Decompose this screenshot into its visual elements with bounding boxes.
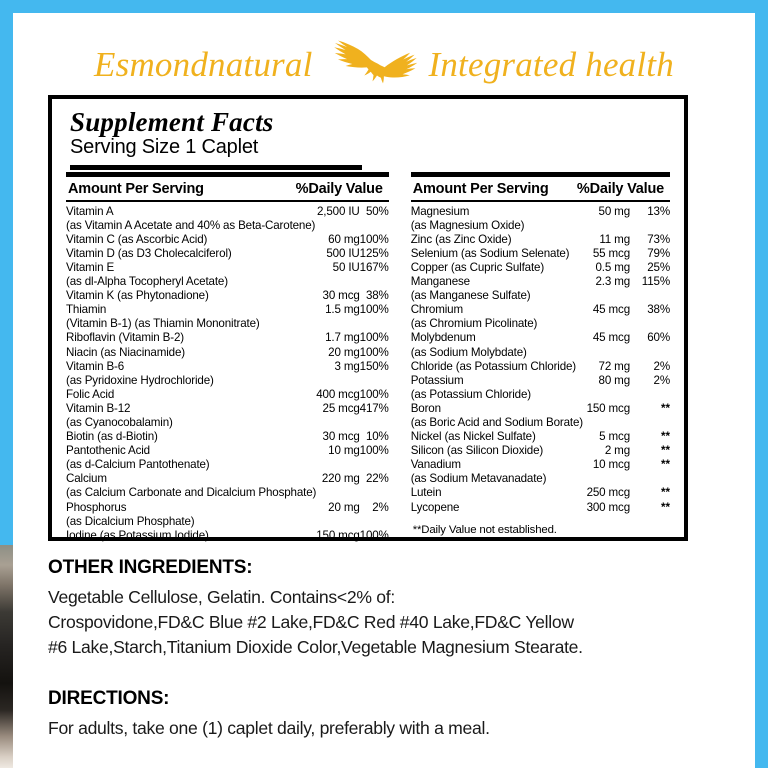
nutrient-row xyxy=(411,501,670,515)
nutrient-amount: 2 mg xyxy=(604,444,630,458)
nutrient-daily-value xyxy=(630,289,670,303)
other-ingredients-title: OTHER INGREDIENTS: xyxy=(48,557,253,578)
column-header-left xyxy=(66,177,389,200)
nutrient-name: Copper (as Cupric Sulfate) xyxy=(410,260,545,274)
nutrient-name: (as Sodium Metavanadate) xyxy=(410,472,547,486)
nutrient-daily-value: ** xyxy=(660,444,670,458)
nutrient-name: Iodine (as Potassium Iodide) xyxy=(66,528,209,542)
nutrient-name: (as Cyanocobalamin) xyxy=(66,416,173,429)
nutrient-name: Riboflavin (Vitamin B-2) xyxy=(66,331,184,345)
nutrient-amount: 30 mcg xyxy=(322,289,360,303)
nutrient-daily-value: 100% xyxy=(359,387,389,401)
nutrient-row xyxy=(411,275,670,289)
nutrient-column-right xyxy=(410,172,670,536)
nutrient-daily-value xyxy=(360,458,389,472)
nutrient-row xyxy=(66,430,389,444)
nutrient-source-row xyxy=(66,317,389,331)
nutrient-amount: 30 mcg xyxy=(322,430,360,444)
nutrient-daily-value: ** xyxy=(660,401,670,415)
nutrient-amount: 220 mg xyxy=(321,472,360,486)
nutrient-amount xyxy=(316,219,359,233)
nutrient-daily-value: 100% xyxy=(359,232,389,246)
column-rule-bottom-right xyxy=(411,200,670,202)
nutrient-name: (as Vitamin A Acetate and 40% as Beta-Carotene) xyxy=(66,218,316,232)
nutrient-daily-value: 167% xyxy=(359,260,389,274)
nutrient-row xyxy=(66,402,389,416)
nutrient-amount: 45 mcg xyxy=(592,331,630,345)
nutrient-daily-value: 2% xyxy=(372,500,389,514)
nutrient-name: Thiamin xyxy=(66,303,107,317)
nutrient-amount: 72 mg xyxy=(598,359,630,373)
nutrient-daily-value: ** xyxy=(660,500,670,514)
nutrient-name: Biotin (as d-Biotin) xyxy=(66,430,158,444)
nutrient-name: Lutein xyxy=(410,486,442,500)
daily-value-label-left: %Daily Value xyxy=(295,181,383,197)
nutrient-daily-value: 79% xyxy=(647,246,670,260)
nutrient-amount xyxy=(316,275,359,289)
nutrient-row xyxy=(411,458,670,472)
nutrient-daily-value: ** xyxy=(660,430,670,444)
nutrient-row xyxy=(66,501,389,515)
nutrient-amount: 10 mcg xyxy=(592,458,630,472)
nutrient-name: Chloride (as Potassium Chloride) xyxy=(410,359,577,373)
daily-value-label-right: %Daily Value xyxy=(576,181,664,197)
eagle-icon xyxy=(319,36,423,92)
nutrient-name: Niacin (as Niacinamide) xyxy=(66,345,185,359)
nutrient-daily-value: 100% xyxy=(359,444,389,458)
nutrient-row xyxy=(66,360,389,374)
title-divider-rule xyxy=(70,165,362,170)
nutrient-row xyxy=(66,444,389,458)
nutrient-amount xyxy=(586,317,630,331)
nutrient-daily-value: 2% xyxy=(653,373,670,387)
nutrient-row xyxy=(66,472,389,486)
nutrient-row xyxy=(66,233,389,247)
nutrient-daily-value xyxy=(630,346,670,360)
nutrient-row xyxy=(411,261,670,275)
nutrient-name: Vitamin A xyxy=(66,204,114,218)
label-canvas xyxy=(13,13,755,768)
nutrient-amount: 55 mcg xyxy=(592,246,630,260)
nutrient-daily-value xyxy=(630,472,670,486)
nutrient-row xyxy=(411,402,670,416)
other-ingredients-body xyxy=(48,585,708,660)
nutrient-name: (as d-Calcium Pantothenate) xyxy=(66,458,210,472)
nutrient-daily-value xyxy=(360,317,389,331)
nutrient-daily-value: 100% xyxy=(359,303,389,317)
nutrient-source-row xyxy=(66,219,389,233)
column-header-right xyxy=(411,177,670,200)
nutrient-amount: 60 mg xyxy=(328,232,360,246)
nutrient-name: Manganese xyxy=(410,275,470,289)
photo-edge-strip xyxy=(0,545,13,768)
nutrient-name: (as Potassium Chloride) xyxy=(410,387,531,401)
nutrient-name: Selenium (as Sodium Selenate) xyxy=(410,246,570,260)
nutrient-daily-value: 25% xyxy=(647,260,670,274)
nutrient-amount xyxy=(586,219,630,233)
nutrient-name: Folic Acid xyxy=(66,387,115,401)
nutrient-source-row xyxy=(411,289,670,303)
nutrient-source-row xyxy=(66,275,389,289)
supplement-facts-title: Supplement Facts xyxy=(70,107,274,137)
nutrient-daily-value: 150% xyxy=(359,359,389,373)
directions-title: DIRECTIONS: xyxy=(48,688,170,709)
nutrient-source-row xyxy=(66,374,389,388)
nutrient-row xyxy=(411,303,670,317)
nutrient-row xyxy=(411,444,670,458)
amount-per-serving-label-left: Amount Per Serving xyxy=(68,181,204,197)
nutrient-name: Vitamin B-12 xyxy=(66,401,131,415)
nutrient-amount: 5 mcg xyxy=(599,430,630,444)
nutrient-row xyxy=(411,205,670,219)
nutrient-row xyxy=(411,331,670,345)
nutrient-row xyxy=(66,303,389,317)
daily-value-footnote: **Daily Value not established. xyxy=(412,523,557,536)
nutrient-daily-value: 100% xyxy=(359,528,389,542)
nutrient-daily-value: 38% xyxy=(365,289,389,303)
nutrient-daily-value: 13% xyxy=(647,204,670,218)
column-rule-bottom-left xyxy=(66,200,389,202)
nutrient-daily-value xyxy=(360,374,389,388)
directions-body xyxy=(48,716,708,741)
other-ingredients-line: #6 Lake,Starch,Titanium Dioxide Color,Vegetable Magnesium Stearate. xyxy=(48,637,583,657)
nutrient-row xyxy=(66,388,389,402)
nutrient-row xyxy=(66,529,389,543)
nutrient-amount: 2.3 mg xyxy=(595,275,630,289)
directions-line: For adults, take one (1) caplet daily, preferably with a meal. xyxy=(48,718,490,738)
nutrient-amount xyxy=(586,289,630,303)
nutrient-amount: 150 mcg xyxy=(586,401,630,415)
nutrient-name: (as Dicalcium Phosphate) xyxy=(66,514,195,528)
nutrient-name: (as Manganese Sulfate) xyxy=(410,289,531,303)
nutrient-amount: 50 mg xyxy=(598,204,630,218)
nutrient-amount: 400 mcg xyxy=(316,387,360,401)
nutrient-daily-value: 417% xyxy=(359,401,389,415)
nutrient-row xyxy=(411,360,670,374)
nutrient-daily-value: ** xyxy=(660,486,670,500)
other-ingredients-line: Crospovidone,FD&C Blue #2 Lake,FD&C Red #40 Lake,FD&C Yellow xyxy=(48,612,574,632)
nutrient-daily-value xyxy=(360,416,389,430)
nutrient-daily-value: 38% xyxy=(647,303,670,317)
nutrient-name: Chromium xyxy=(410,303,463,317)
nutrient-amount xyxy=(316,416,359,430)
nutrient-name: Vitamin B-6 xyxy=(66,359,125,373)
nutrient-daily-value xyxy=(360,275,389,289)
nutrient-name: (Vitamin B-1) (as Thiamin Mononitrate) xyxy=(66,317,260,331)
nutrient-name: (as Pyridoxine Hydrochloride) xyxy=(66,373,214,387)
nutrient-daily-value xyxy=(360,515,389,529)
serving-size-text: Serving Size 1 Caplet xyxy=(70,136,259,159)
other-ingredients-section xyxy=(48,557,708,660)
nutrient-amount: 10 mg xyxy=(328,444,360,458)
nutrient-name: Vitamin D (as D3 Cholecalciferol) xyxy=(66,246,232,260)
nutrient-name: Magnesium xyxy=(410,204,470,218)
nutrient-amount xyxy=(586,416,630,430)
nutrient-amount: 25 mcg xyxy=(322,401,360,415)
nutrient-row xyxy=(66,205,389,219)
nutrient-amount: 20 mg xyxy=(328,500,360,514)
nutrient-name: Vitamin C (as Ascorbic Acid) xyxy=(66,232,208,246)
nutrient-daily-value: 60% xyxy=(647,331,670,345)
nutrient-source-row xyxy=(411,416,670,430)
nutrient-name: Pantothenic Acid xyxy=(66,444,150,458)
supplement-facts-panel xyxy=(48,95,688,541)
nutrient-name: Nickel (as Nickel Sulfate) xyxy=(410,430,536,444)
nutrient-amount: 250 mcg xyxy=(586,486,630,500)
nutrient-amount: 20 mg xyxy=(328,345,360,359)
nutrient-row xyxy=(411,247,670,261)
nutrient-daily-value: 115% xyxy=(641,275,670,289)
nutrient-name: (as Boric Acid and Sodium Borate) xyxy=(410,416,583,429)
nutrient-amount xyxy=(316,374,359,388)
nutrient-daily-value xyxy=(630,388,670,402)
nutrient-name: Vanadium xyxy=(410,458,461,472)
nutrient-source-row xyxy=(66,486,389,500)
nutrient-amount xyxy=(316,515,359,529)
nutrient-row xyxy=(66,261,389,275)
nutrient-amount: 2,500 IU xyxy=(317,204,360,218)
nutrient-name: (as Chromium Picolinate) xyxy=(410,317,538,331)
nutrient-daily-value: 10% xyxy=(365,430,389,444)
nutrient-name: Phosphorus xyxy=(66,500,127,514)
nutrient-daily-value xyxy=(630,219,670,233)
nutrient-daily-value xyxy=(630,317,670,331)
nutrient-amount: 500 IU xyxy=(326,246,360,260)
nutrient-daily-value: 2% xyxy=(653,359,670,373)
directions-section xyxy=(48,688,708,741)
nutrient-source-row xyxy=(411,346,670,360)
nutrient-daily-value xyxy=(630,416,670,430)
nutrient-amount: 300 mcg xyxy=(586,500,630,514)
nutrient-daily-value xyxy=(360,486,389,500)
nutrient-amount: 50 IU xyxy=(332,260,360,274)
nutrient-daily-value: 50% xyxy=(365,204,389,218)
nutrient-amount xyxy=(586,472,630,486)
nutrient-name: Potassium xyxy=(410,373,464,387)
nutrient-name: Lycopene xyxy=(410,500,460,514)
nutrient-row xyxy=(411,486,670,500)
nutrient-name: Silicon (as Silicon Dioxide) xyxy=(410,444,544,458)
nutrient-columns xyxy=(66,172,670,542)
nutrient-amount: 150 mcg xyxy=(316,528,360,542)
brand-name-left: Esmondnatural xyxy=(94,44,313,84)
nutrient-amount: 1.7 mg xyxy=(325,331,360,345)
nutrient-row xyxy=(411,233,670,247)
nutrient-name: Vitamin E xyxy=(66,260,115,274)
nutrient-source-row xyxy=(411,219,670,233)
nutrient-amount: 0.5 mg xyxy=(595,260,630,274)
nutrient-amount xyxy=(586,346,630,360)
nutrient-table-right xyxy=(411,205,670,515)
nutrient-daily-value: 73% xyxy=(647,232,670,246)
nutrient-name: (as Calcium Carbonate and Dicalcium Phosphate) xyxy=(66,486,317,500)
brand-header xyxy=(13,35,755,93)
nutrient-daily-value: ** xyxy=(660,458,670,472)
nutrient-amount: 3 mg xyxy=(334,359,360,373)
nutrient-name: Vitamin K (as Phytonadione) xyxy=(66,289,209,303)
nutrient-name: (as Magnesium Oxide) xyxy=(410,218,525,232)
nutrient-daily-value xyxy=(360,219,389,233)
other-ingredients-line: Vegetable Cellulose, Gelatin. Contains<2% of: xyxy=(48,587,395,607)
nutrient-amount: 1.5 mg xyxy=(325,303,360,317)
nutrient-amount: 80 mg xyxy=(598,373,630,387)
nutrient-row xyxy=(66,331,389,345)
nutrient-name: (as Sodium Molybdate) xyxy=(410,345,527,359)
brand-name-right: Integrated health xyxy=(428,44,674,84)
nutrient-source-row xyxy=(411,472,670,486)
nutrient-source-row xyxy=(411,317,670,331)
nutrient-amount xyxy=(316,486,359,500)
nutrient-row xyxy=(66,346,389,360)
frame-border-right xyxy=(755,0,768,768)
nutrient-row xyxy=(66,247,389,261)
nutrient-table-left xyxy=(66,205,389,543)
nutrient-daily-value: 100% xyxy=(359,345,389,359)
nutrient-row xyxy=(66,289,389,303)
nutrient-column-left xyxy=(66,172,389,542)
nutrient-source-row xyxy=(66,515,389,529)
nutrient-daily-value: 100% xyxy=(359,331,389,345)
nutrient-row xyxy=(411,430,670,444)
nutrient-amount: 45 mcg xyxy=(592,303,630,317)
nutrient-daily-value: 125% xyxy=(359,246,389,260)
nutrient-source-row xyxy=(66,416,389,430)
nutrient-name: Zinc (as Zinc Oxide) xyxy=(410,232,512,246)
nutrient-source-row xyxy=(66,458,389,472)
amount-per-serving-label-right: Amount Per Serving xyxy=(412,181,549,197)
nutrient-name: (as dl-Alpha Tocopheryl Acetate) xyxy=(66,275,228,289)
nutrient-name: Molybdenum xyxy=(410,331,476,345)
bottom-text-sections xyxy=(48,557,708,741)
nutrient-source-row xyxy=(411,388,670,402)
nutrient-amount xyxy=(316,458,359,472)
nutrient-amount: 11 mg xyxy=(599,232,630,246)
nutrient-name: Calcium xyxy=(66,472,107,486)
nutrient-daily-value: 22% xyxy=(365,472,389,486)
nutrient-row xyxy=(411,374,670,388)
nutrient-amount xyxy=(586,388,630,402)
nutrient-name: Boron xyxy=(410,401,441,415)
frame-border-top xyxy=(0,0,768,13)
nutrient-amount xyxy=(316,317,359,331)
